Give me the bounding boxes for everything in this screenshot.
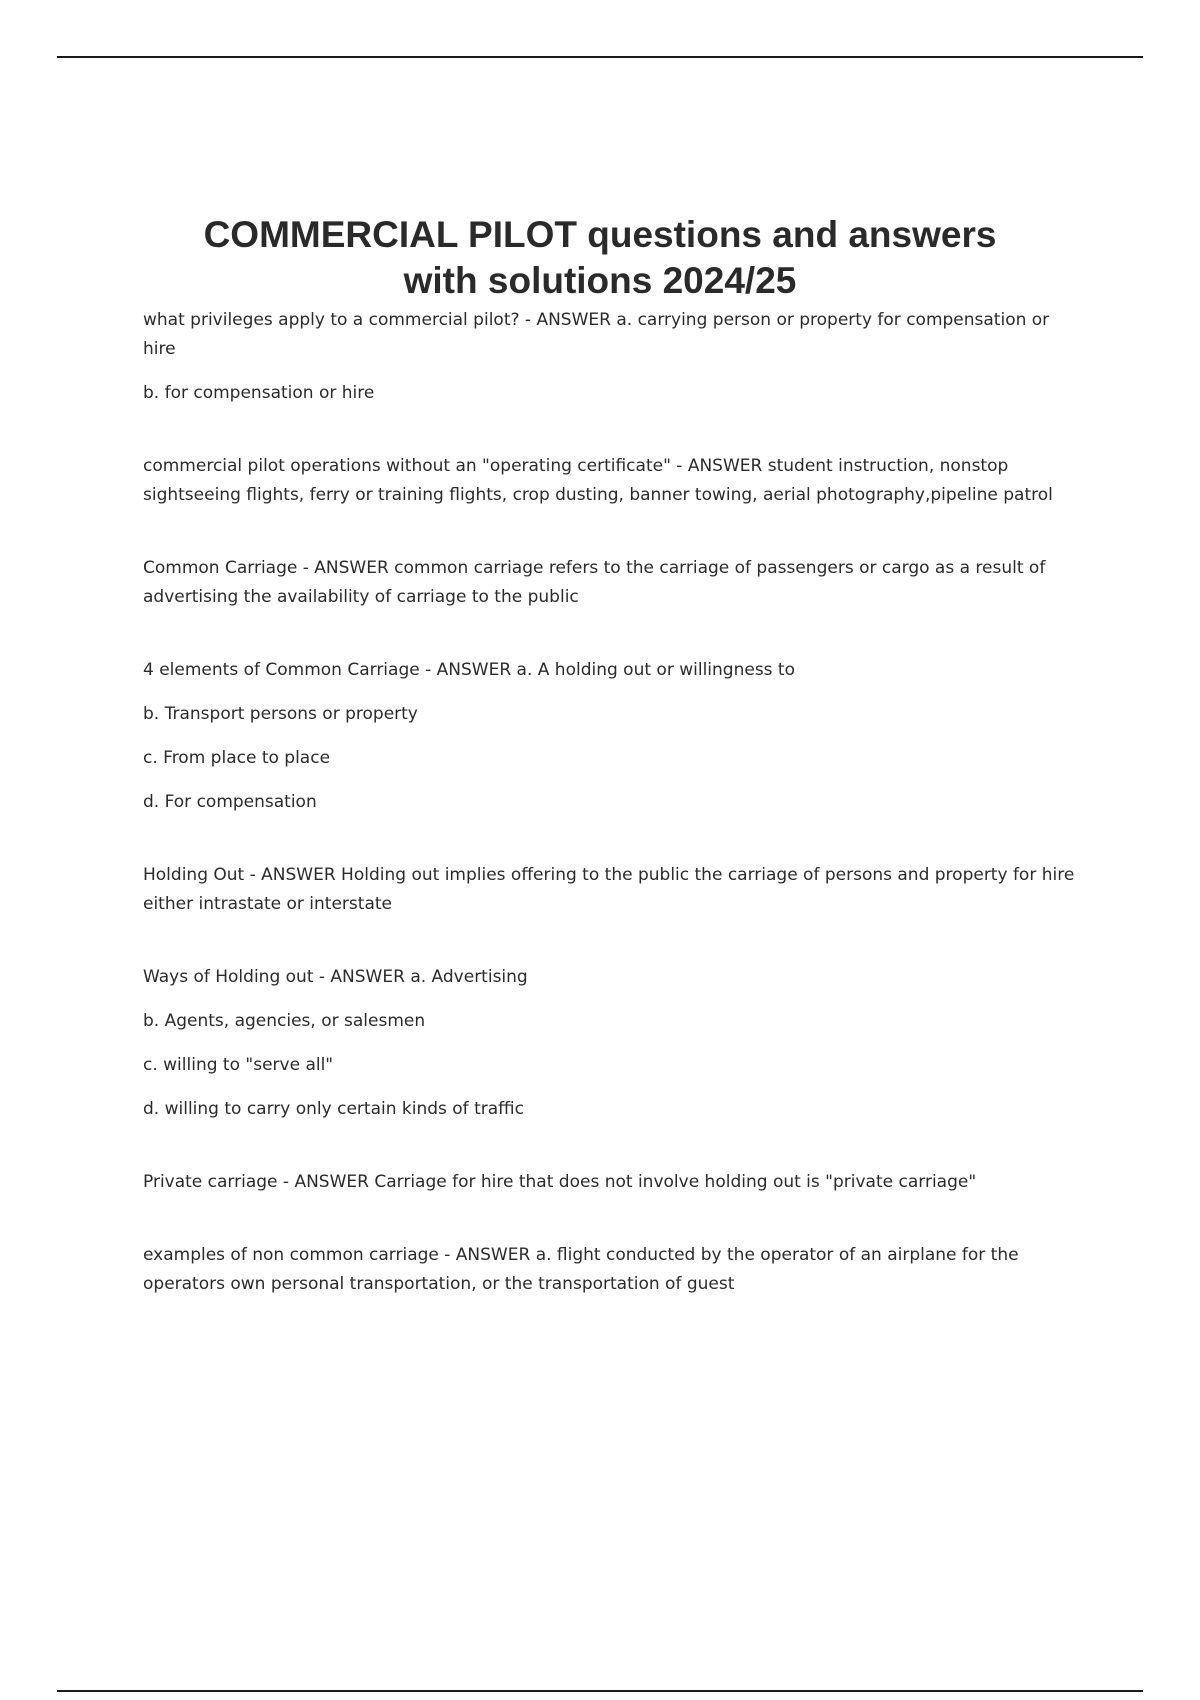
qa-line: b. for compensation or hire	[143, 383, 375, 403]
top-rule	[57, 56, 1143, 58]
qa-line: Common Carriage - ANSWER common carriage refers to the carriage of passengers or cargo as a result of advertising the availability of carriage to the public	[143, 558, 1046, 607]
qa-entry	[143, 1241, 1078, 1299]
qa-line: b. Transport persons or property	[143, 704, 418, 724]
qa-line: 4 elements of Common Carriage - ANSWER a. A holding out or willingness to	[143, 660, 796, 680]
bottom-rule	[57, 1690, 1143, 1692]
qa-entry	[143, 861, 1078, 919]
qa-line: c. From place to place	[143, 748, 331, 768]
qa-entry	[143, 656, 1078, 817]
qa-line: d. willing to carry only certain kinds of traffic	[143, 1099, 524, 1119]
qa-entry	[143, 1168, 1078, 1197]
title-line-1: COMMERCIAL PILOT questions and answers	[203, 214, 997, 255]
qa-line: d. For compensation	[143, 792, 317, 812]
title-line-2: with solutions 2024/25	[403, 260, 797, 301]
qa-line: examples of non common carriage - ANSWER a. flight conducted by the operator of an airplane for the operators own personal transportation, or the transportation of guest	[143, 1245, 1019, 1294]
qa-line: Ways of Holding out - ANSWER a. Advertising	[143, 967, 528, 987]
qa-line: b. Agents, agencies, or salesmen	[143, 1011, 426, 1031]
qa-line: Holding Out - ANSWER Holding out implies offering to the public the carriage of persons and property for hire either intrastate or interstate	[143, 865, 1075, 914]
qa-entry	[143, 452, 1078, 510]
qa-line: Private carriage - ANSWER Carriage for hire that does not involve holding out is "private carriage"	[143, 1172, 977, 1192]
qa-entry	[143, 306, 1078, 408]
qa-entry	[143, 554, 1078, 612]
document-title	[100, 212, 1100, 304]
qa-line: commercial pilot operations without an "operating certificate" - ANSWER student instruction, nonstop sightseeing flights, ferry or training flights, crop dusting, banner towing, aerial photography,pipeline patrol	[143, 456, 1053, 505]
qa-entry	[143, 963, 1078, 1124]
document-body	[143, 306, 1078, 1343]
qa-line: what privileges apply to a commercial pilot? - ANSWER a. carrying person or property for compensation or hire	[143, 310, 1050, 359]
qa-line: c. willing to "serve all"	[143, 1055, 334, 1075]
